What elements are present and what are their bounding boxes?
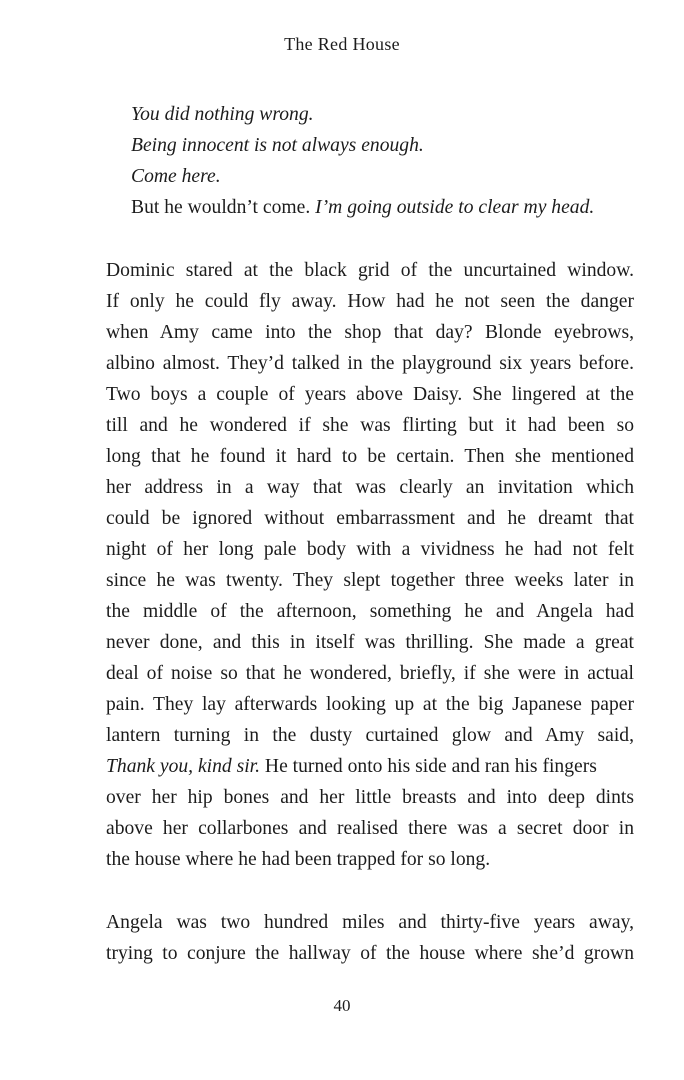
quote-roman: But he wouldn’t come. bbox=[131, 197, 316, 218]
quote-line-mixed bbox=[131, 192, 594, 223]
body-line-last: the house where he had been trapped for so long. bbox=[106, 849, 491, 870]
body-line: Angela was two hundred miles and thirty-five years away, bbox=[106, 912, 634, 933]
body-line: Dominic stared at the black grid of the uncurtained window. bbox=[106, 260, 634, 281]
body-line: long that he found it hard to be certain. Then she mentioned bbox=[106, 446, 634, 467]
body-line: Two boys a couple of years above Daisy. She lingered at the bbox=[106, 384, 634, 405]
body-line: never done, and this in itself was thrilling. She made a great bbox=[106, 632, 634, 653]
quote-line: You did nothing wrong. bbox=[131, 104, 314, 125]
running-head: The Red House bbox=[284, 34, 400, 54]
dialogue-italic: Thank you, kind sir. bbox=[106, 756, 261, 777]
body-line: lantern turning in the dusty curtained glow and Amy said, bbox=[106, 725, 634, 746]
body-line: when Amy came into the shop that day? Blonde eyebrows, bbox=[106, 322, 634, 343]
body-line: till and he wondered if she was flirting but it had been so bbox=[106, 415, 634, 436]
body-line: albino almost. They’d talked in the playground six years before. bbox=[106, 353, 634, 374]
quote-line: Being innocent is not always enough. bbox=[131, 135, 424, 156]
body-line: could be ignored without embarrassment and he dreamt that bbox=[106, 508, 634, 529]
body-line: her address in a way that was clearly an invitation which bbox=[106, 477, 634, 498]
body-line: the middle of the afternoon, something he and Angela had bbox=[106, 601, 634, 622]
body-roman: He turned onto his side and ran his fingers bbox=[260, 756, 597, 777]
body-line: pain. They lay afterwards looking up at the big Japanese paper bbox=[106, 694, 634, 715]
body-line: deal of noise so that he wondered, briefly, if she were in actual bbox=[106, 663, 634, 684]
body-line-mixed bbox=[106, 751, 597, 782]
body-line: above her collarbones and realised there was a secret door in bbox=[106, 818, 634, 839]
body-line: trying to conjure the hallway of the house where she’d grown bbox=[106, 943, 634, 964]
body-line: night of her long pale body with a vividness he had not felt bbox=[106, 539, 634, 560]
page-number: 40 bbox=[333, 996, 351, 1015]
body-line: since he was twenty. They slept together three weeks later in bbox=[106, 570, 634, 591]
quote-line: Come here. bbox=[131, 166, 221, 187]
body-line: over her hip bones and her little breasts and into deep dints bbox=[106, 787, 634, 808]
quote-italic: I’m going outside to clear my head. bbox=[315, 197, 595, 218]
body-line: If only he could fly away. How had he not seen the danger bbox=[106, 291, 634, 312]
